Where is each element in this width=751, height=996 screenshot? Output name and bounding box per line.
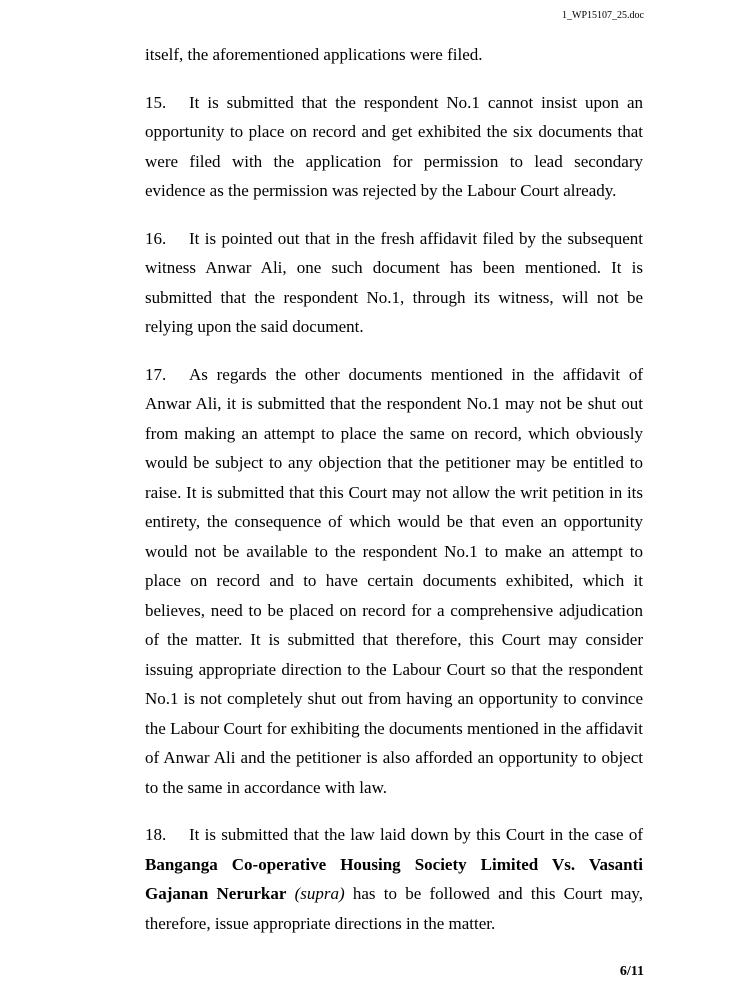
paragraph-number: 16. — [145, 228, 167, 248]
paragraph-text-before: It is submitted that the law laid down by this Court in the case of — [189, 825, 643, 844]
paragraph-17 — [145, 360, 643, 803]
paragraph-number: 18. — [145, 825, 167, 844]
paragraph-text: It is submitted that the respondent No.1 cannot insist upon an opportunity to place on record and get exhibited the six documents that were filed with the application for permission to lead secondary evidence as the permission was rejected by the Labour Court already. — [145, 92, 643, 200]
page-number: 6/11 — [619, 964, 644, 979]
paragraph-text: As regards the other documents mentioned in the affidavit of Anwar Ali, it is submitted that the respondent No.1 may not be shut out from making an attempt to place the same on record, which obviously would be subject to any objection that the petitioner may be entitled to raise. It is submitted that this Court may not allow the writ petition in its entirety, the consequence of which would be that even an opportunity would not be available to the respondent No.1 to make an attempt to place on record and to have certain documents exhibited, which it believes, need to be placed on record for a comprehensive adjudication of the matter. It is submitted that therefore, this Court may consider issuing appropriate direction to the Labour Court so that the respondent No.1 is not completely shut out from having an opportunity to convince the Labour Court for exhibiting the documents mentioned in the affidavit of Anwar Ali and the petitioner is also afforded an opportunity to object to the same in accordance with law. — [145, 364, 643, 797]
paragraph-text: It is pointed out that in the fresh affidavit filed by the subsequent witness Anwar Ali, one such document has been mentioned. It is submitted that the respondent No.1, through its witness, will not be relying upon the said document. — [145, 228, 643, 336]
paragraph-text-after: has to be followed and this Court may, therefore, issue appropriate directions in the matter. — [145, 884, 644, 933]
paragraph-15 — [145, 88, 643, 206]
paragraph-number: 17. — [145, 364, 167, 384]
document-body — [145, 40, 643, 956]
supra-reference: (supra) — [294, 884, 345, 903]
document-reference: 1_WP15107_25.doc — [562, 10, 644, 21]
case-name: Banganga Co-operative Housing Society Limited Vs. Vasanti Gajanan Nerurkar — [145, 854, 643, 903]
paragraph-18 — [145, 820, 643, 938]
paragraph-16 — [145, 224, 643, 342]
paragraph-number: 15. — [145, 92, 167, 112]
continuation-text: itself, the aforementioned applications were filed. — [145, 45, 483, 64]
